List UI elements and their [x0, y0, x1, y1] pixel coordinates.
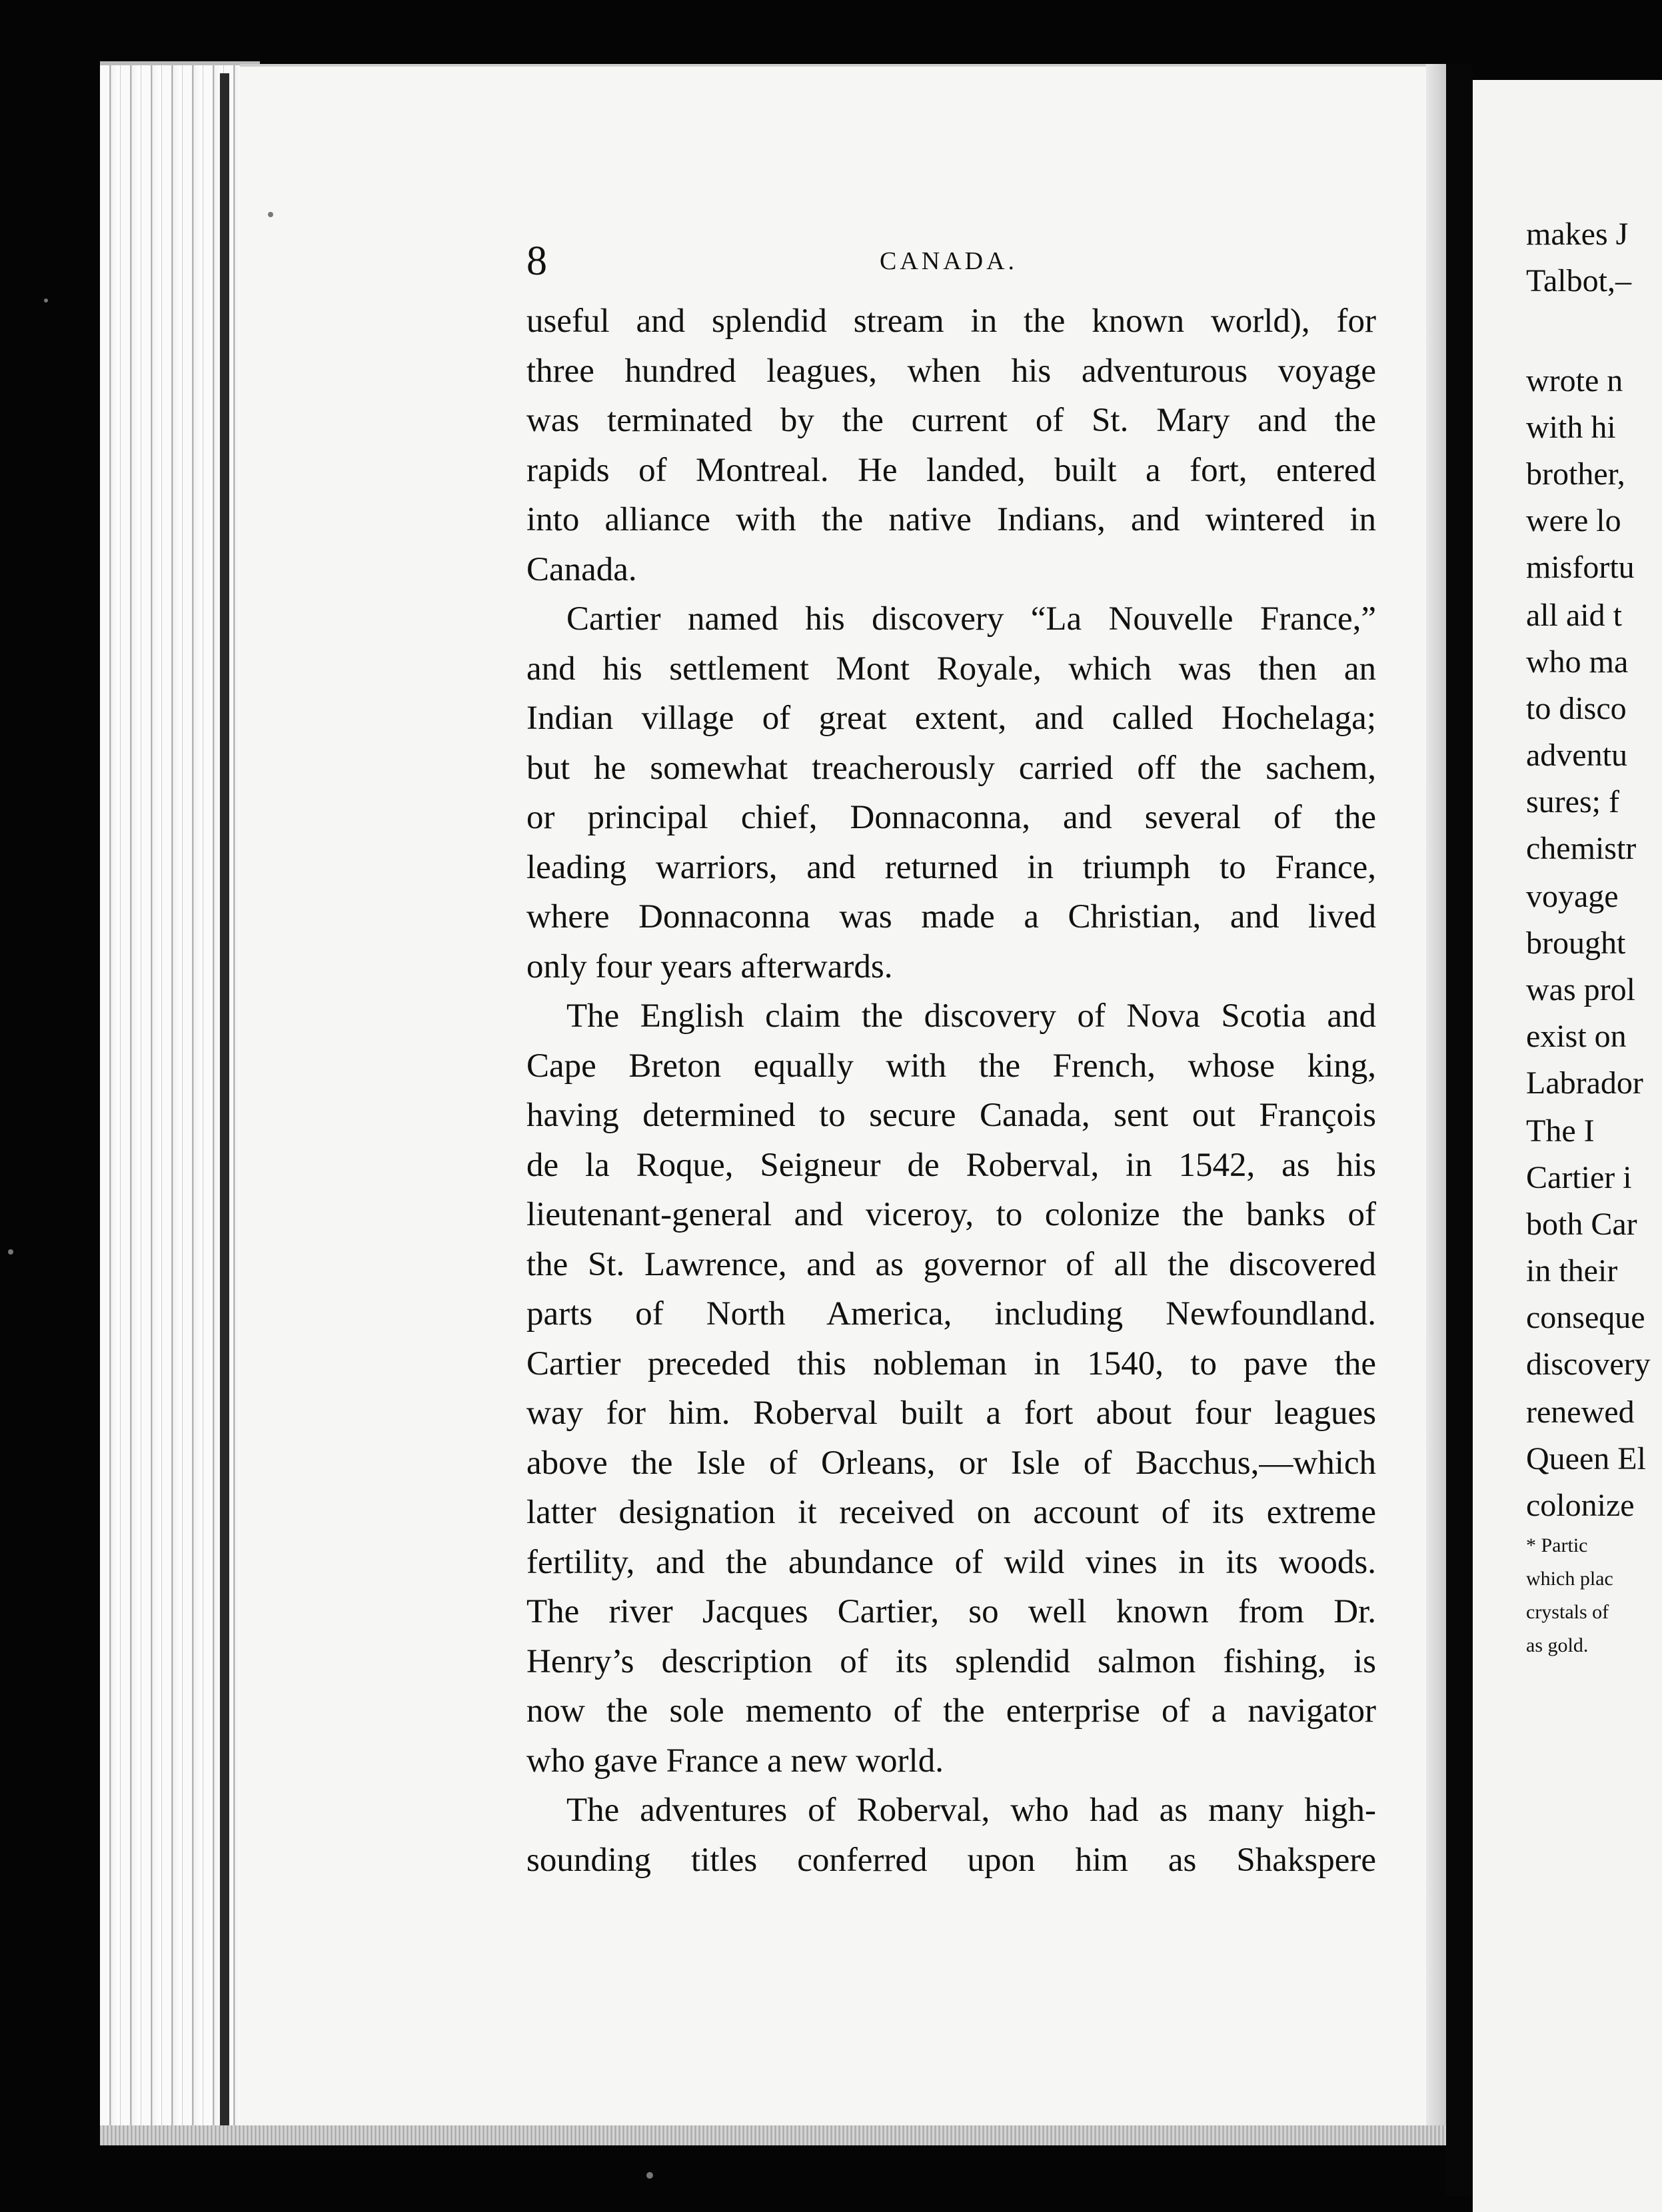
right-text-line: chemistr — [1526, 831, 1637, 866]
right-text-line: adventu — [1526, 738, 1627, 773]
right-text-line: Labrador — [1526, 1065, 1643, 1101]
right-text-line: who ma — [1526, 644, 1629, 680]
binding-shadow — [220, 73, 229, 2125]
text-line: Henry’s description of its splendid salmon fishing, is — [526, 1642, 1376, 1680]
text-line: useful and splendid stream in the known world), for — [526, 302, 1376, 340]
text-line: above the Isle of Orleans, or Isle of Bacchus,—which — [526, 1444, 1376, 1482]
right-text-line: all aid t — [1526, 598, 1622, 633]
body-text — [526, 296, 1376, 1885]
text-line: de la Roque, Seigneur de Roberval, in 1542, as his — [526, 1146, 1376, 1184]
text-line: having determined to secure Canada, sent out François — [526, 1097, 1376, 1134]
right-footnote-line: which plac — [1526, 1568, 1613, 1590]
right-footnote-line: as gold. — [1526, 1634, 1589, 1656]
right-text-line: brother, — [1526, 456, 1625, 492]
scan-speck — [646, 2172, 653, 2179]
right-text-line: with hi — [1526, 410, 1616, 445]
right-text-line: voyage — [1526, 879, 1619, 914]
running-head — [526, 235, 1373, 288]
right-text-line: were lo — [1526, 503, 1621, 538]
right-text-line: renewed — [1526, 1394, 1635, 1430]
right-text-line: in their — [1526, 1253, 1618, 1289]
right-text-line: Talbot,– — [1526, 263, 1631, 298]
text-line: Canada. — [526, 550, 637, 588]
text-line: where Donnaconna was made a Christian, and lived — [526, 898, 1376, 935]
text-line: leading warriors, and returned in triumph to France, — [526, 848, 1376, 886]
page-number: 8 — [526, 239, 547, 284]
right-text-line: conseque — [1526, 1300, 1645, 1335]
right-text-line: brought — [1526, 925, 1626, 961]
right-text-line: makes J — [1526, 217, 1629, 252]
text-line: The English claim the discovery of Nova Scotia and — [566, 997, 1376, 1035]
text-line: The adventures of Roberval, who had as many high- — [566, 1792, 1376, 1829]
page-bottom-edge — [100, 2125, 1446, 2145]
page-edges — [100, 61, 260, 2137]
scan-speck — [8, 1249, 13, 1255]
right-text-line: The I — [1526, 1113, 1595, 1149]
text-line: who gave France a new world. — [526, 1742, 944, 1780]
right-text-line: discovery — [1526, 1347, 1651, 1382]
text-line: was terminated by the current of St. Mary and the — [526, 402, 1376, 439]
right-text-line: Cartier i — [1526, 1160, 1632, 1195]
text-line: Indian village of great extent, and called Hochelaga; — [526, 700, 1376, 737]
text-line: latter designation it received on account of its extreme — [526, 1494, 1376, 1531]
text-line: rapids of Montreal. He landed, built a fort, entered — [526, 451, 1376, 489]
text-line: sounding titles conferred upon him as Shakspere — [526, 1841, 1376, 1879]
right-footnote-line: * Partic — [1526, 1534, 1588, 1556]
right-text-line: sures; f — [1526, 784, 1619, 820]
text-line: three hundred leagues, when his adventurous voyage — [526, 352, 1376, 390]
text-line: or principal chief, Donnaconna, and several of the — [526, 799, 1376, 836]
text-line: lieutenant-general and viceroy, to colonize the banks of — [526, 1196, 1376, 1233]
text-line: and his settlement Mont Royale, which was then an — [526, 650, 1376, 688]
right-text-line: Queen El — [1526, 1441, 1646, 1476]
right-text-line: both Car — [1526, 1207, 1637, 1242]
text-line: Cartier preceded this nobleman in 1540, to pave the — [526, 1345, 1376, 1382]
text-line: but he somewhat treacherously carried off the sachem, — [526, 749, 1376, 787]
right-text-line: was prol — [1526, 972, 1635, 1007]
page-fold-shadow — [1426, 64, 1446, 2126]
right-text-line: exist on — [1526, 1019, 1627, 1054]
running-title: CANADA. — [880, 247, 1018, 275]
text-line: now the sole memento of the enterprise of a navigator — [526, 1692, 1376, 1730]
text-line: only four years afterwards. — [526, 947, 893, 985]
right-page — [1473, 80, 1662, 2212]
right-text-line: misfortu — [1526, 550, 1635, 585]
text-line: way for him. Roberval built a fort about four leagues — [526, 1394, 1376, 1432]
text-line: parts of North America, including Newfoundland. — [526, 1295, 1376, 1333]
text-line: Cape Breton equally with the French, whose king, — [526, 1047, 1376, 1085]
scan-speck — [268, 212, 273, 217]
right-text-line: colonize — [1526, 1488, 1635, 1523]
right-text-line: wrote n — [1526, 363, 1623, 398]
text-line: the St. Lawrence, and as governor of all the discovered — [526, 1245, 1376, 1283]
book-gutter — [1446, 64, 1473, 2196]
right-text-line: to disco — [1526, 691, 1627, 726]
text-line: into alliance with the native Indians, and wintered in — [526, 501, 1376, 538]
right-footnote-line: crystals of — [1526, 1601, 1609, 1623]
text-line: Cartier named his discovery “La Nouvelle France,” — [566, 600, 1376, 638]
text-line: The river Jacques Cartier, so well known from Dr. — [526, 1593, 1376, 1630]
scan-speck — [44, 298, 48, 302]
text-line: fertility, and the abundance of wild vines in its woods. — [526, 1543, 1376, 1581]
